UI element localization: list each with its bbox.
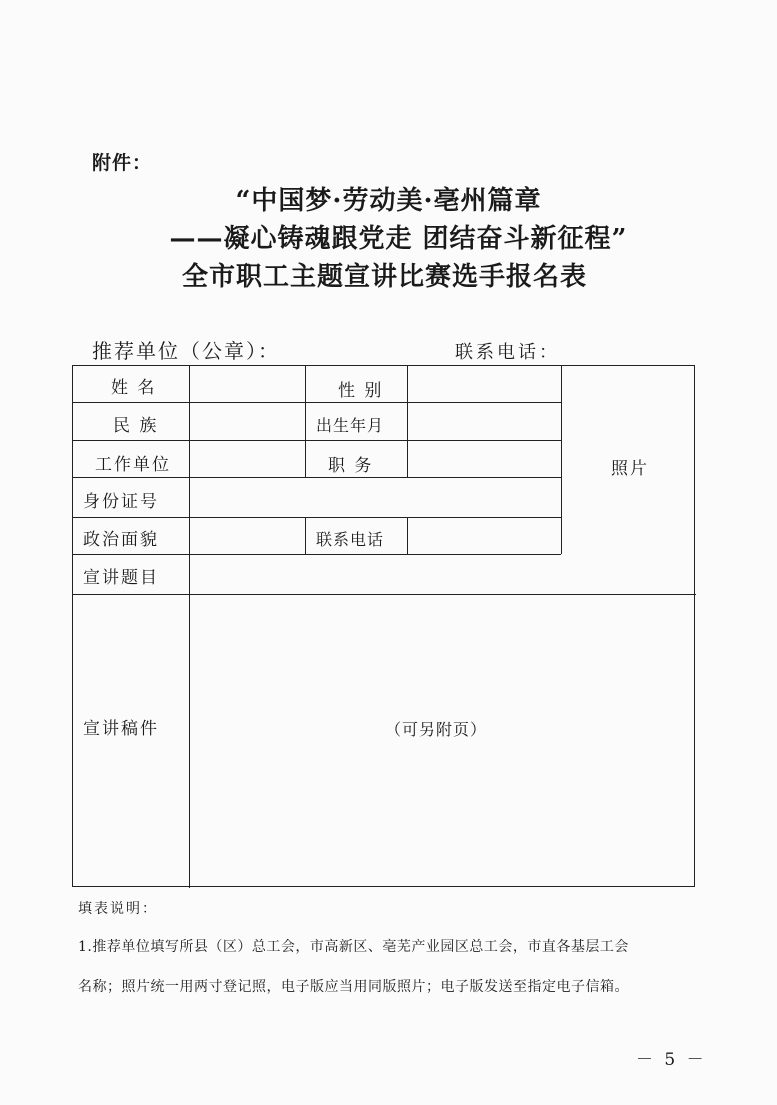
notes-heading: 填表说明：	[78, 901, 158, 917]
column-divider	[305, 517, 306, 554]
notes-line-2: 名称；照片统一用两寸登记照，电子版应当用同版照片；电子版发送至指定电子信箱。	[78, 979, 629, 995]
manuscript-note: （可另附页）	[385, 720, 488, 739]
row-divider	[73, 517, 561, 518]
recommend-unit-label: 推荐单位（公章）：	[92, 339, 280, 363]
notes-line-1: 1.推荐单位填写所县（区）总工会，市高新区、亳芜产业园区总工会，市直各基层工会	[78, 939, 629, 955]
label-name: 姓 名	[111, 378, 157, 398]
label-topic: 宣讲题目	[83, 568, 159, 588]
page-number: － 5 －	[636, 1050, 707, 1070]
contact-phone-label: 联系电话：	[455, 342, 560, 363]
label-manuscript: 宣讲稿件	[83, 719, 159, 739]
attachment-label: 附件：	[92, 152, 153, 174]
row-divider	[73, 554, 561, 555]
column-divider	[561, 366, 562, 554]
label-work-unit: 工作单位	[95, 455, 171, 475]
label-birth-date: 出生年月	[316, 416, 385, 435]
column-divider	[407, 366, 408, 477]
column-divider	[305, 366, 306, 477]
label-id-number: 身份证号	[83, 492, 159, 512]
registration-table	[72, 365, 695, 887]
column-divider	[407, 517, 408, 554]
row-divider	[73, 477, 561, 478]
column-divider	[189, 366, 190, 888]
label-gender: 性 别	[338, 381, 384, 401]
label-position: 职 务	[328, 456, 374, 476]
row-divider	[73, 440, 561, 441]
row-divider	[73, 402, 561, 403]
title-line-3: 全市职工主题宣讲比赛选手报名表	[181, 262, 587, 292]
label-phone: 联系电话	[316, 530, 385, 549]
row-divider	[73, 594, 696, 595]
label-ethnicity: 民 族	[113, 416, 159, 436]
label-photo: 照片	[611, 459, 649, 479]
label-political-status: 政治面貌	[83, 530, 159, 550]
title-line-2: ——凝心铸魂跟党走 团结奋斗新征程”	[169, 224, 628, 254]
title-line-1: “中国梦·劳动美·亳州篇章	[235, 186, 542, 216]
